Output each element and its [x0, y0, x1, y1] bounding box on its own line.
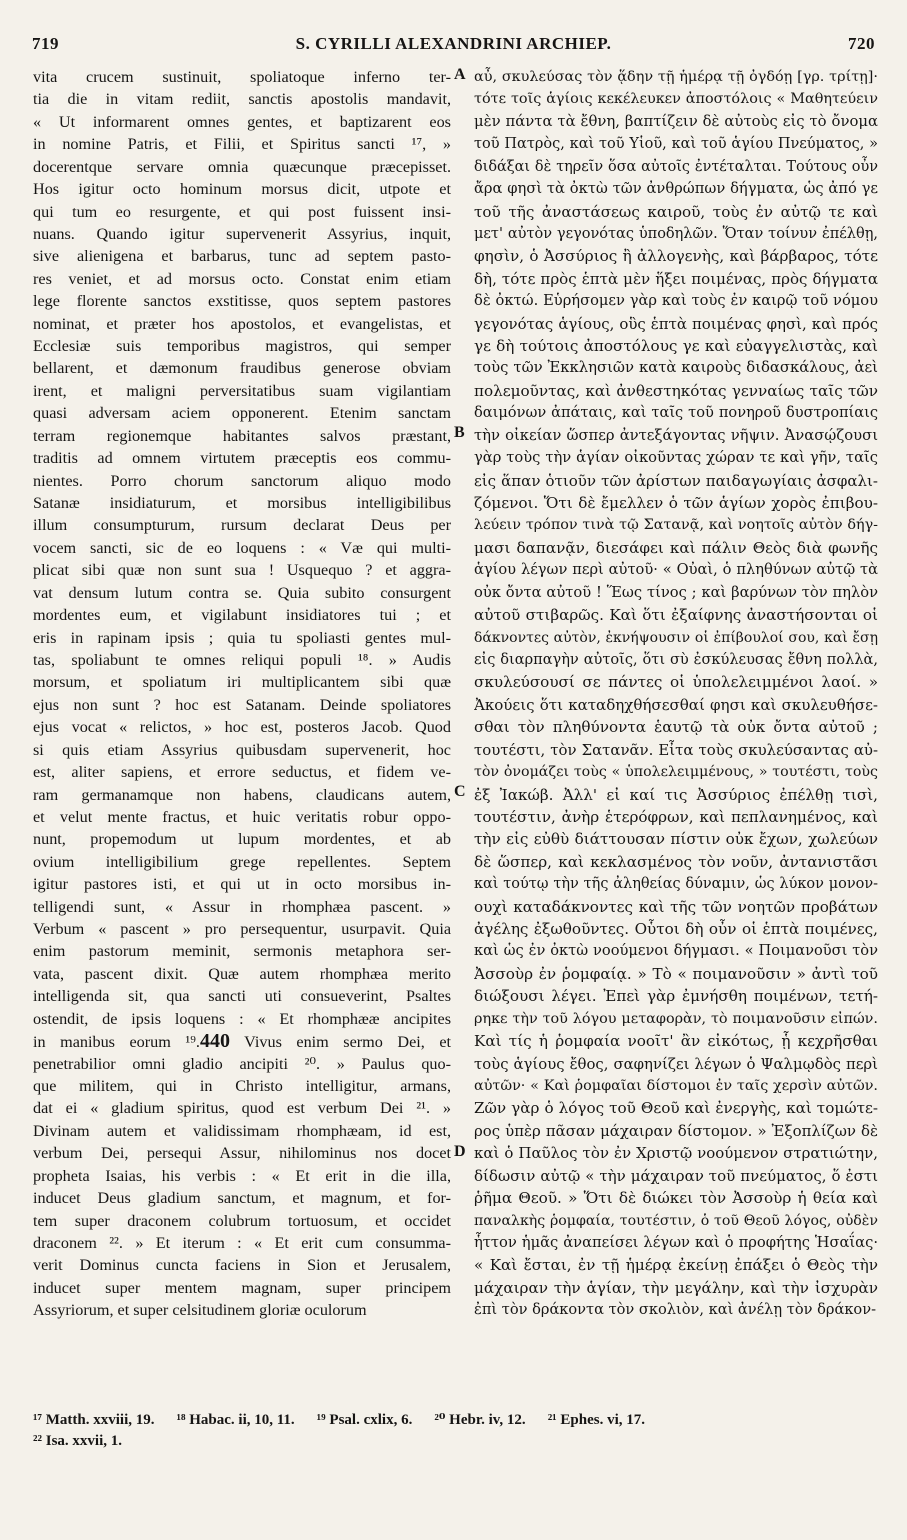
- latin-line: propheta Isaias, his verbis : « Et erit in die illa,: [33, 1166, 451, 1185]
- latin-line: Verbum « pascent » pro persequentur, usurpavit. Quia: [33, 920, 451, 939]
- latin-line: dat ei « gladium spiritus, quod est verbum Dei ²¹. »: [33, 1099, 451, 1118]
- latin-line: que militem, qui in Christo intelligitur, armans,: [33, 1076, 451, 1095]
- latin-line: illum consumpturum, rursum declarat Deus per: [33, 516, 451, 535]
- greek-line: τοῦ τῆς ἀναστάσεως καιροῦ, τοὺς ἐν αὐτῷ τε καὶ: [474, 202, 878, 221]
- latin-line: vocem sancti, sic de eo loquens : « Væ qui multi-: [33, 538, 451, 557]
- latin-line: tia die in vitam rediit, sanctis apostolis mandavit,: [33, 90, 451, 109]
- greek-line: εἰς διαρπαγὴν αὐτοῖς, ὅτι σὺ ἐσκύλευσας ἔθνη πολλὰ,: [474, 650, 878, 668]
- greek-line: μασι δαπανᾷν, διεσάφει καὶ πάλιν Θεὸς διὰ φωνῆς: [474, 538, 878, 557]
- latin-line: si quis etiam Assyrius quibusdam supervenerit, hoc: [33, 740, 451, 759]
- latin-line: quasi adversam aciem opponerent. Etenim sanctam: [33, 404, 451, 423]
- latin-line: tem super draconem colubrum tortuosum, et occidet: [33, 1211, 451, 1230]
- latin-line: traditis ad omnem virtutem præceptis eos commu-: [33, 449, 451, 468]
- latin-line: res veniet, et ad morsus octo. Constat enim etiam: [33, 269, 451, 288]
- greek-line: σθαι τὸν πληθύνοντα ἑαυτῷ τὰ οὐκ ὄντα αὐτοῦ ;: [474, 718, 878, 737]
- greek-line: ζόμενοι. Ὅτι δὲ ἔμελλεν ὁ τῶν ἁγίων χορὸς ἐπιβου-: [474, 494, 878, 513]
- footnote: ¹⁷ Matth. xxviii, 19.: [33, 1412, 155, 1428]
- greek-line: τὸν ὀνομάζει τοὺς « ὑπολελειμμένους, » τουτέστι, τοὺς: [474, 764, 878, 781]
- greek-line: παναλκὴς ῥομφαία, τουτέστιν, ὁ τοῦ Θεοῦ λόγος, οὐδὲν: [474, 1212, 878, 1229]
- greek-line: δάκνοντες αὐτὸν, ἐκνήψουσιν οἱ ἐπίβουλοί σου, καὶ ἔσῃ: [474, 629, 878, 646]
- latin-line: plicat sibi quæ non sunt sua ! Usquequo ? et aggra-: [33, 561, 451, 580]
- latin-line: terram regionemque habitantes salvos præstant,: [33, 426, 451, 445]
- latin-line: intelligenda sit, qua sancti uti consueverint, Psaltes: [33, 987, 451, 1006]
- latin-line: morsum, et spoliatum iri multiplicantem sibi quæ: [33, 673, 451, 692]
- section-marker-b: B: [454, 424, 465, 441]
- latin-line: Ecclesiæ suis temporibus magistros, qui semper: [33, 337, 451, 356]
- greek-line: ἐξ Ἰακώβ. Ἀλλ' εἰ καί τις Ἀσσύριος ἐπέλθῃ τισὶ,: [474, 785, 878, 804]
- latin-line: sive alienigena et barbarus, tunc ad septem pasto-: [33, 247, 451, 266]
- greek-line: δὲ ὥσπερ, καὶ κεκλασμένος τὸν νοῦν, ἀντανιστᾶσι: [474, 852, 878, 871]
- latin-line-text: in manibus eorum ¹⁹.: [33, 1033, 200, 1052]
- greek-line: ἐπὶ τὸν δράκοντα τὸν σκολιὸν, καὶ ἀνέλῃ τὸν δράκον-: [474, 1301, 876, 1319]
- greek-line: διώξουσι λέγει. Ἐπεὶ γὰρ ἐμνήσθη ποιμένων, τετή-: [474, 987, 878, 1006]
- greek-line: ουχὶ καταδάκνοντες καὶ τῆς τῶν νοητῶν προβάτων: [474, 897, 878, 916]
- greek-line: ρος ὑπὲρ πᾶσαν μάχαιραν δίστομον. » Ἐξοπλίζων δὲ: [474, 1121, 878, 1140]
- footnote: ¹⁹ Psal. cxlix, 6.: [316, 1412, 413, 1428]
- greek-line: μετ' αὐτὸν γεγονότας ὑποδηλῶν. Ὅταν τοίνυν ἐπέλθῃ,: [474, 225, 878, 242]
- latin-line: vata, pascent dixit. Quæ autem rhomphæa merito: [33, 964, 451, 983]
- section-marker-c: C: [454, 783, 466, 800]
- greek-line: καὶ τούτῳ τὴν τῆς ἀληθείας δύναμιν, ὡς λύκον μονον-: [474, 876, 878, 893]
- greek-line: « Καὶ ἔσται, ἐν τῇ ἡμέρᾳ ἐκείνῃ ἐπάξει ὁ Θεὸς τὴν: [474, 1256, 878, 1275]
- latin-line: draconem ²². » Et iterum : « Et erit cum consumma-: [33, 1233, 451, 1252]
- greek-line: δαιμόνων ἀπάταις, καὶ ταῖς τοῦ πονηροῦ δυστροπίαις: [474, 404, 878, 422]
- greek-line: τοῦ Πατρὸς, καὶ τοῦ Υἱοῦ, καὶ τοῦ ἁγίου Πνεύματος, »: [474, 136, 878, 153]
- greek-line: ῥῆμα Θεοῦ. » Ὅτι δὲ διώκει τὸν Ἀσσοὺρ ἡ θεία καὶ: [474, 1189, 878, 1208]
- footnote: ¹⁸ Habac. ii, 10, 11.: [176, 1412, 295, 1428]
- greek-line: τοὺς τῶν Ἐκκλησιῶν κατὰ καιροὺς διδασκάλους, ἀεὶ: [474, 359, 878, 377]
- greek-line: ἄρα φησὶ τὰ ὀκτὼ τῶν ἀνθρώπων δήγματα, ὡς ἀπό γε: [474, 180, 878, 198]
- latin-line: nominat, et præter hos apostolos, et evangelistas, et: [33, 314, 451, 333]
- latin-line: penetrabilior omni gladio ancipiti ²⁰. » Paulus quo-: [33, 1054, 451, 1073]
- latin-line: tas, spoliabunt te omnes reliqui populi ¹⁸. » Audis: [33, 650, 451, 669]
- greek-line: τουτέστιν, ἀνὴρ ἑτερόφρων, καὶ πεπλανημένος, καὶ: [474, 807, 878, 826]
- latin-line: Assyriorum, et super celsitudinem gloriæ oculorum: [33, 1301, 367, 1320]
- footnotes-line-2: ²² Isa. xxvii, 1.: [33, 1433, 123, 1449]
- greek-line: αὖ, σκυλεύσας τὸν ᾅδην τῇ ἡμέρᾳ τῇ ὀγδόῃ [γρ. τρίτῃ]·: [474, 69, 878, 85]
- latin-line: lege florente sanctos exstitisse, quos septem pastores: [33, 292, 451, 311]
- greek-line: αὐτοῦ στιβαρῶς. Καὶ ὅτι ἐξαίφνης ἀναστήσονται οἱ: [474, 606, 878, 625]
- greek-line: διδάξαι δὲ τηρεῖν ὅσα αὐτοῖς ἐντέταλται. Τούτους οὖν: [474, 158, 878, 175]
- greek-line: ἁγίου λέγων περὶ αὐτοῦ· « Οὐαὶ, ὁ πληθύνων αὐτῷ τὰ: [474, 561, 878, 579]
- section-marker-a: A: [454, 66, 466, 83]
- greek-column: [474, 66, 878, 1406]
- latin-line: nuans. Quando igitur supervenerit Assyrius, inquit,: [33, 224, 451, 243]
- latin-line: Satanæ insidiaturum, et morsibus intelligibilibus: [33, 494, 451, 513]
- greek-line: λεύειν τρόπον τινὰ τῷ Σατανᾷ, καὶ νοητοῖς αὐτὸν δήγ-: [474, 517, 878, 534]
- latin-line: nientes. Porro chorum sanctorum aliquo modo: [33, 471, 451, 490]
- latin-line: est, aliter sapiens, et errore seductus, et fidem ve-: [33, 763, 451, 782]
- footnote: ²⁰ Hebr. iv, 12.: [434, 1412, 526, 1428]
- greek-line: φησὶν, ὁ Ἀσσύριος ἢ ἀλλογενὴς, καὶ βάρβαρος, τότε: [474, 247, 878, 266]
- latin-line: nunt, propemodum ut lupum mordentes, et ab: [33, 830, 451, 849]
- latin-line: vita crucem sustinuit, spoliatoque inferno ter-: [33, 68, 451, 86]
- latin-line: docerentque servare omnia quæcunque præcepisset.: [33, 157, 451, 176]
- latin-line: ovium intelligibilium grege repellentes. Septem: [33, 852, 451, 871]
- greek-line: γὰρ τοὺς τὴν ἁγίαν οἰκοῦντας χώραν τε καὶ γῆν, ταῖς: [474, 449, 878, 467]
- latin-line: verit Dominus cuncta faciens in Sion et Jerusalem,: [33, 1256, 451, 1275]
- latin-line: bellarent, et dæmonum fraudibus generose obviam: [33, 359, 451, 378]
- latin-line: vat densum lutum contra se. Quia subito consurgent: [33, 583, 451, 602]
- latin-line-text-tail: Vivus enim sermo Dei, et: [229, 1033, 451, 1052]
- latin-line: « Ut informarent omnes gentes, et baptizarent eos: [33, 112, 451, 131]
- greek-line: οὐκ ὄντα αὐτοῦ ! Ἕως τίνος ; καὶ βαρύνων τὸν πηλὸν: [474, 583, 878, 601]
- latin-line: verbum Dei, persequi Assur, nihilominus nos docet: [33, 1144, 451, 1163]
- greek-line: τὴν εἰς εὐθὺ διάττουσαν πίστιν οὐκ ἔχων, χωλεύων: [474, 830, 878, 849]
- greek-line: πολεμοῦντας, καὶ ἀνθεστηκότας γενναίως ταῖς τῶν: [474, 381, 878, 400]
- latin-line: Divinam autem et validissimam rhomphæam, id est,: [33, 1121, 451, 1140]
- greek-line: καὶ ὁ Παῦλος τὸν ἐν Χριστῷ νοούμενον στρατιώτην,: [474, 1144, 878, 1163]
- greek-line: δὴ, τότε πρὸς ἑπτὰ μὲν ἥξει ποιμένας, πρὸς δήγματα: [474, 269, 878, 288]
- greek-line: τουτέστι, τὸν Σατανᾶν. Εἶτα τοὺς σκυλεύσαντας αὐ-: [474, 740, 878, 759]
- latin-line: in nomine Patris, et Filii, et Spiritus sancti ¹⁷, »: [33, 135, 451, 154]
- latin-line: eris in rapinam ipsis ; quia tu spoliasti gentes mul-: [33, 628, 451, 647]
- latin-line: et velut mente fractus, et huic veritatis robur oppo-: [33, 807, 451, 826]
- latin-line: ostendit, de ipsis loquens : « Et rhomphææ ancipites: [33, 1009, 451, 1028]
- latin-line: mordentes eum, et vigilabunt insidiatores tui ; et: [33, 606, 451, 625]
- section-marker-d: D: [454, 1143, 466, 1160]
- greek-line: Ἀσσοὺρ ἐν ῥομφαίᾳ. » Τὸ « ποιμανοῦσιν » ἀντὶ τοῦ: [474, 964, 878, 983]
- page-number-right: 720: [848, 34, 875, 53]
- greek-line: εἰς ἅπαν ὁτιοῦν τῶν ἀρίστων παιδαγωγίαις ἀσφαλι-: [474, 471, 878, 490]
- footnotes-line-1: [33, 1410, 877, 1431]
- greek-line: καὶ ὡς ἐν ὀκτὼ νοούμενοι δήγμασι. « Ποιμανοῦσι τὸν: [474, 942, 878, 960]
- greek-line: ἧττον ἡμᾶς ἀναπείσει λέγων καὶ ὁ προφήτης Ἡσαΐας·: [474, 1233, 878, 1251]
- latin-line: ejus vocat « relictos, » hoc est, posteros Jacob. Quod: [33, 718, 451, 737]
- latin-line: ejus non sunt ? hoc est Satanam. Deinde spoliatores: [33, 695, 451, 714]
- greek-line: αὐτῶν· « Καὶ ῥομφαῖαι δίστομοι ἐν ταῖς χερσὶν αὐτῶν.: [474, 1077, 878, 1094]
- latin-line: inducet Deus gladium sanctum, et magnum, et for-: [33, 1189, 451, 1208]
- greek-line: σκυλεύσουσί σε πάντες οἱ ὑπολελειμμένοι λαοί. »: [474, 673, 878, 692]
- greek-line: μὲν πάντα τὰ ἔθνη, βαπτίζειν δὲ αὐτοὺς εἰς τὸ ὄνομα: [474, 112, 878, 130]
- latin-line: [33, 1030, 451, 1052]
- greek-line: τὴν οἰκείαν ὥσπερ ἀντεξάγοντας νῆψιν. Ἀνασῴζουσι: [474, 426, 878, 444]
- page-number-left: 719: [32, 34, 59, 53]
- greek-line: δὲ ὀκτώ. Εὑρήσομεν γὰρ καὶ τοὺς ἐν καιρῷ τοῦ νόμου: [474, 292, 878, 310]
- column-number: 440: [199, 1030, 230, 1053]
- latin-line: ram germanamque non habens, claudicans autem,: [33, 785, 451, 804]
- latin-line: irent, et maligni perversitatibus suam vigilantiam: [33, 381, 451, 400]
- greek-line: ρηκε τὴν τοῦ λόγου μεταφορὰν, τὸ ποιμανοῦσιν εἰπών.: [474, 1010, 878, 1027]
- greek-line: δίδωσιν αὐτῷ « τὴν μάχαιραν τοῦ πνεύματος, ὅ ἐστι: [474, 1166, 878, 1185]
- running-title: S. CYRILLI ALEXANDRINI ARCHIEP.: [295, 34, 612, 53]
- greek-line: μάχαιραν τὴν ἁγίαν, τὴν μεγάλην, καὶ τὴν ἰσχυρὰν: [474, 1278, 878, 1297]
- latin-line: telligendi sunt, « Assur in rhomphæa pascent. »: [33, 897, 451, 916]
- greek-line: Καὶ τίς ἡ ῥομφαία νοοῖτ' ἂν εἰκότως, ᾗ κεχρῆσθαι: [474, 1032, 878, 1051]
- greek-line: τότε τοῖς ἁγίοις κεκέλευκεν ἀποστόλοις « Μαθητεύειν: [474, 91, 878, 108]
- latin-column: [33, 66, 451, 1406]
- footnote: ²¹ Ephes. vi, 17.: [547, 1412, 646, 1428]
- greek-line: Ἀκούεις ὅτι καταδηχθήσεσθαί φησι καὶ σκυλευθήσε-: [474, 695, 878, 714]
- latin-line: igitur pastores isti, et qui ut in octo morsibus in-: [33, 875, 451, 894]
- latin-line: qui tum eo resurgente, et qui post fuissent insi-: [33, 202, 451, 221]
- greek-line: γε δὴ τούτοις ἀποστόλους γε καὶ εὐαγγελιστὰς, καὶ: [474, 337, 878, 356]
- page-header: [32, 34, 875, 64]
- greek-line: τοὺς ἁγίους ἔθος, σαφηνίζει λέγων ὁ Ψαλμῳδὸς περὶ: [474, 1054, 878, 1073]
- greek-line: ἀγέλης ἐξωθοῦντες. Οὗτοι δὴ οὖν οἱ ἑπτὰ ποιμένες,: [474, 920, 878, 939]
- greek-line: γεγονότας ἁγίους, οὓς ἑπτὰ ποιμένας φησὶ, καὶ πρός: [474, 314, 878, 333]
- latin-line: Hos igitur octo hominum morsus dicit, utpote et: [33, 180, 451, 199]
- latin-line: enim pastorum meminit, sermonis metaphora ser-: [33, 942, 451, 961]
- latin-line: inducet super mentem magnam, super principem: [33, 1278, 451, 1297]
- greek-line: Ζῶν γὰρ ὁ λόγος τοῦ Θεοῦ καὶ ἐνεργὴς, καὶ τομώτε-: [474, 1099, 878, 1118]
